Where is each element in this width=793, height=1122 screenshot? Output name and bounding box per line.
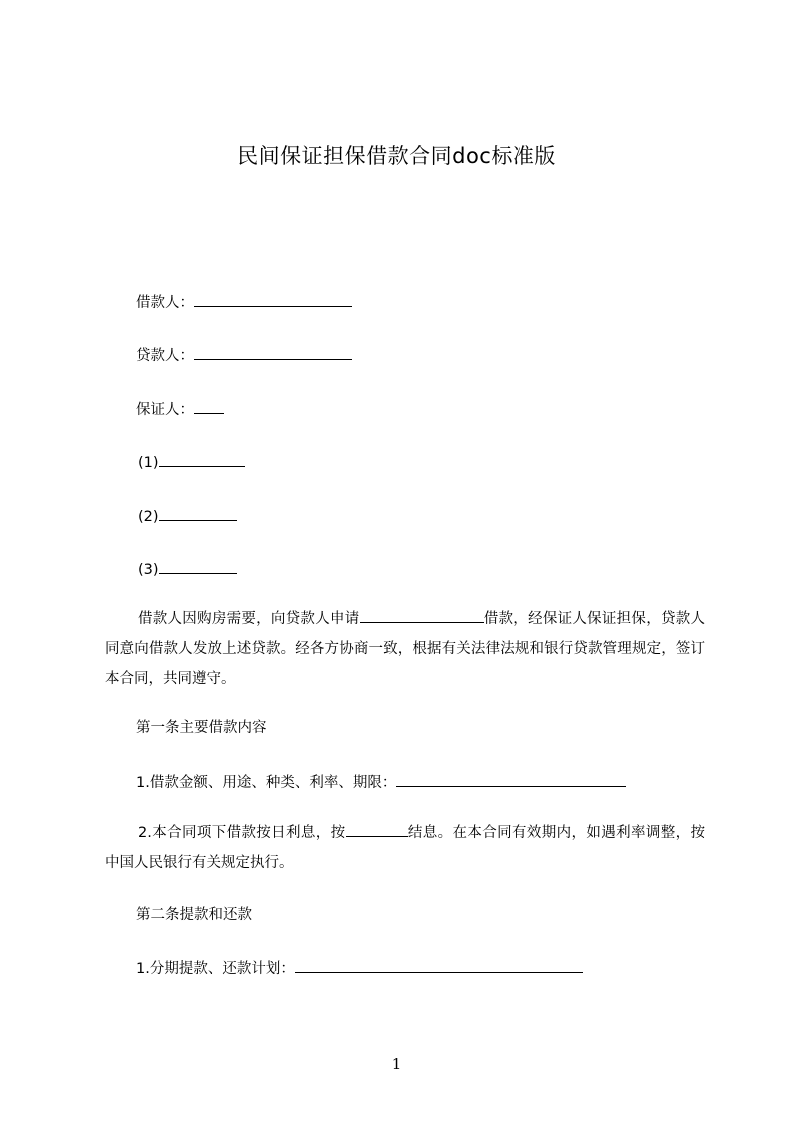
article-1-clause-1 bbox=[136, 772, 626, 793]
lender-blank bbox=[194, 345, 352, 360]
item-1-label: (1) bbox=[138, 455, 159, 471]
page-number: 1 bbox=[391, 1055, 402, 1073]
item-1-blank bbox=[159, 452, 245, 467]
article-2-clause-1-blank bbox=[295, 958, 583, 973]
settlement-blank bbox=[346, 822, 408, 837]
lender-label: 贷款人： bbox=[136, 348, 194, 364]
guarantor-item-2 bbox=[138, 506, 237, 527]
item-3-blank bbox=[159, 559, 237, 574]
intro-text-2: 借款，经保证人保证担保，贷款人同意向借款人发放上述贷款。经各方协商一致，根据有关法律法规和银行贷款管理规定，签订本合同，共同遵守。 bbox=[105, 611, 705, 687]
clause-2-text-1: 2.本合同项下借款按日利息，按 bbox=[138, 825, 346, 841]
guarantor-blank bbox=[194, 399, 224, 414]
borrower-label: 借款人： bbox=[136, 295, 194, 311]
lender-line bbox=[136, 345, 352, 366]
document-title: 民间保证担保借款合同doc标准版 bbox=[237, 144, 556, 168]
clause-2-text-2: 结息。在本合同有效期内，如遇利率调整，按中国人民银行有关规定执行。 bbox=[105, 825, 705, 871]
item-2-blank bbox=[159, 506, 237, 521]
guarantor-item-3 bbox=[138, 559, 237, 580]
guarantor-label: 保证人： bbox=[136, 402, 194, 418]
item-2-label: (2) bbox=[138, 509, 159, 525]
guarantor-item-1 bbox=[138, 452, 245, 473]
article-2-clause-1 bbox=[136, 958, 583, 979]
intro-paragraph bbox=[105, 604, 705, 694]
loan-amount-blank bbox=[360, 608, 484, 623]
article-2-heading: 第二条提款和还款 bbox=[136, 907, 252, 923]
item-3-label: (3) bbox=[138, 562, 159, 578]
clause-1-label: 1.借款金额、用途、种类、利率、期限： bbox=[136, 775, 397, 791]
article-1-clause-2 bbox=[105, 818, 705, 878]
article-2-clause-1-label: 1.分期提款、还款计划： bbox=[136, 961, 295, 977]
intro-text-1: 借款人因购房需要，向贷款人申请 bbox=[138, 611, 360, 627]
guarantor-line bbox=[136, 399, 224, 420]
borrower-blank bbox=[194, 292, 352, 307]
clause-1-blank bbox=[396, 772, 626, 787]
article-1-heading: 第一条主要借款内容 bbox=[136, 720, 267, 736]
borrower-line bbox=[136, 292, 352, 313]
